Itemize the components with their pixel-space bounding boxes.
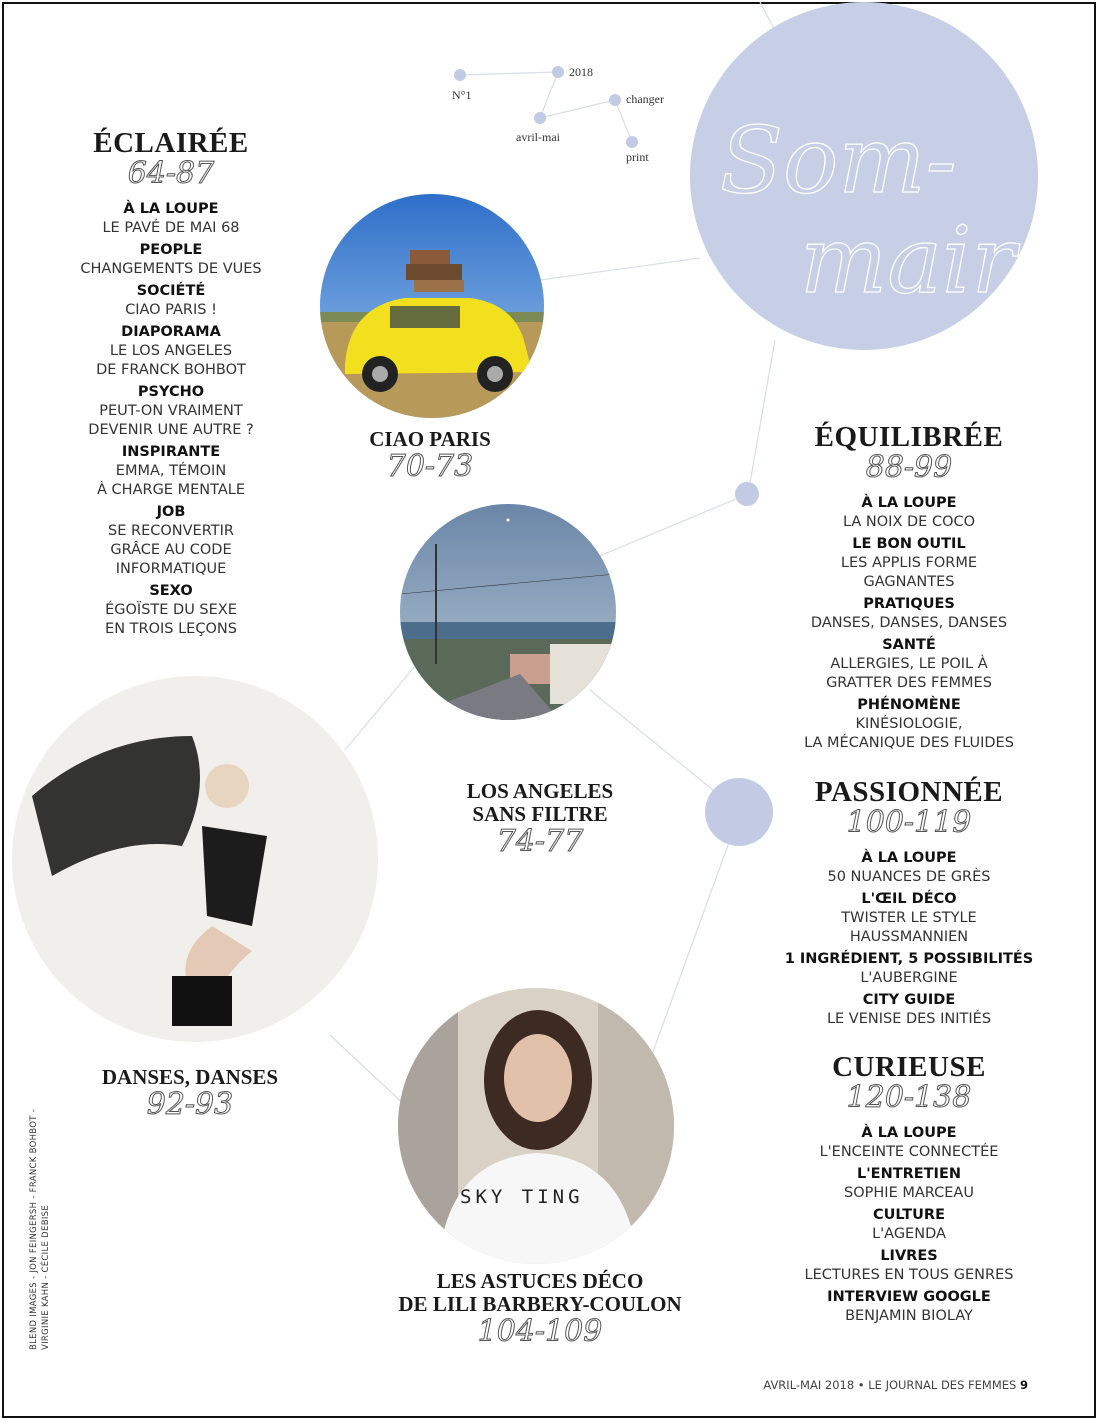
- feature-title: LES ASTUCES DÉCO: [436, 1269, 644, 1293]
- los-angeles-illustration: [400, 504, 616, 720]
- item-text: L'AGENDA: [872, 1225, 946, 1242]
- item-heading: LE BON OUTIL: [852, 535, 966, 552]
- feature-title: LOS ANGELES: [466, 779, 614, 803]
- tag-change: changer: [626, 92, 664, 106]
- item-text: DEVENIR UNE AUTRE ?: [88, 421, 254, 438]
- section-pages: 64-87: [127, 156, 215, 192]
- dot-issue: [534, 112, 546, 124]
- item-heading: CULTURE: [873, 1206, 945, 1223]
- feature-los-angeles: [420, 780, 660, 858]
- feature-danses: [70, 1066, 310, 1121]
- feature-pages: 104-109: [477, 1314, 603, 1349]
- feature-pages: 74-77: [496, 824, 584, 859]
- item-text: ALLERGIES, LE POIL À: [830, 655, 988, 672]
- item-text: GAGNANTES: [863, 573, 955, 590]
- credits-line-1: BLEND IMAGES - JON FEINGERSH - FRANCK BOHBOT -: [29, 1108, 39, 1350]
- item-text: LE VENISE DES INITIÉS: [826, 1010, 992, 1027]
- item-text: GRÂCE AU CODE: [110, 541, 232, 558]
- item-heading: SOCIÉTÉ: [136, 282, 206, 299]
- item-heading: À LA LOUPE: [861, 1124, 957, 1141]
- item-text: LA NOIX DE COCO: [842, 513, 976, 530]
- item-heading: SEXO: [149, 582, 193, 599]
- item-heading: CITY GUIDE: [862, 991, 956, 1008]
- item-text: DE FRANCK BOHBOT: [96, 361, 246, 378]
- dot-change: [609, 94, 621, 106]
- item-text: CIAO PARIS !: [125, 301, 217, 318]
- item-text: EMMA, TÉMOIN: [115, 462, 227, 479]
- item-text: KINÉSIOLOGIE,: [855, 715, 963, 732]
- section-title: PASSIONNÉE: [814, 776, 1004, 808]
- tag-issue-number: N°1: [452, 88, 472, 102]
- item-text: LES APPLIS FORME: [840, 554, 978, 571]
- section-pages: 120-138: [846, 1080, 972, 1116]
- footer-text: AVRIL-MAI 2018 • LE JOURNAL DES FEMMES: [763, 1378, 1017, 1392]
- page-footer: [763, 1378, 1028, 1392]
- item-heading: INSPIRANTE: [121, 443, 221, 460]
- feature-title: DANSES, DANSES: [101, 1065, 279, 1089]
- tag-issue: avril-mai: [516, 130, 560, 144]
- item-text: PEUT-ON VRAIMENT: [99, 402, 243, 419]
- photo-credits: [28, 1030, 56, 1350]
- item-heading: À LA LOUPE: [861, 494, 957, 511]
- dot-equilibree: [735, 482, 759, 506]
- section-title: CURIEUSE: [832, 1051, 986, 1083]
- item-heading: L'ŒIL DÉCO: [861, 890, 957, 907]
- item-text: L'ENCEINTE CONNECTÉE: [819, 1143, 999, 1160]
- item-text: SE RECONVERTIR: [108, 522, 234, 539]
- section-pages: 88-99: [865, 450, 953, 486]
- item-text: GRATTER DES FEMMES: [826, 674, 992, 691]
- section-title: ÉCLAIRÉE: [93, 127, 249, 159]
- feature-pages: 92-93: [146, 1087, 234, 1122]
- item-text: LECTURES EN TOUS GENRES: [804, 1266, 1014, 1283]
- section-passionnee: [780, 777, 1038, 1029]
- dancer-illustration: [12, 676, 378, 1042]
- section-curieuse: [780, 1052, 1038, 1326]
- feature-title: DE LILI BARBERY-COULON: [398, 1292, 682, 1316]
- item-heading: PSYCHO: [137, 383, 205, 400]
- item-text: DANSES, DANSES, DANSES: [810, 614, 1008, 631]
- feature-title: CIAO PARIS: [369, 427, 491, 451]
- dot-passionnee: [705, 778, 773, 846]
- page-number: 9: [1019, 1378, 1028, 1392]
- photo-danses: [12, 676, 378, 1042]
- item-text: À CHARGE MENTALE: [97, 481, 245, 498]
- item-heading: À LA LOUPE: [123, 200, 219, 217]
- item-text: L'AUBERGINE: [860, 969, 958, 986]
- item-heading: INTERVIEW GOOGLE: [827, 1288, 991, 1305]
- feature-pages: 70-73: [386, 449, 474, 484]
- feature-ciao-paris: [330, 428, 530, 483]
- item-text: EN TROIS LEÇONS: [105, 620, 237, 637]
- photo-ciao-paris: [320, 194, 544, 418]
- item-text: CHANGEMENTS DE VUES: [80, 260, 262, 277]
- feature-lili: [370, 1270, 710, 1348]
- tshirt-text: SKY TING: [460, 1186, 584, 1208]
- item-text: INFORMATIQUE: [115, 560, 227, 577]
- item-heading: JOB: [156, 503, 186, 520]
- credits-line-2: VIRGINIE KAHN - CÉCILE DEBISE: [41, 1205, 51, 1350]
- photo-lili: [398, 988, 674, 1264]
- item-heading: DIAPORAMA: [121, 323, 221, 340]
- dot-year: [552, 66, 564, 78]
- section-equilibree: [780, 422, 1038, 753]
- item-heading: L'ENTRETIEN: [856, 1165, 961, 1182]
- item-text: TWISTER LE STYLE: [841, 909, 977, 926]
- section-eclairee: [60, 128, 282, 639]
- item-heading: PHÉNOMÈNE: [857, 696, 961, 713]
- photo-los-angeles: [400, 504, 616, 720]
- item-text: 50 NUANCES DE GRÈS: [827, 868, 991, 885]
- item-text: SOPHIE MARCEAU: [844, 1184, 974, 1201]
- item-text: BENJAMIN BIOLAY: [845, 1307, 973, 1324]
- sommaire-line-2: maire: [800, 207, 1070, 314]
- item-text: LE LOS ANGELES: [109, 342, 233, 359]
- item-text: ÉGOÏSTE DU SEXE: [105, 601, 237, 618]
- item-heading: SANTÉ: [882, 636, 936, 653]
- section-pages: 100-119: [846, 805, 972, 841]
- dot-no: [454, 69, 466, 81]
- item-heading: LIVRES: [880, 1247, 938, 1264]
- feature-title: SANS FILTRE: [472, 802, 608, 826]
- item-heading: PEOPLE: [139, 241, 203, 258]
- tag-year: 2018: [569, 65, 593, 79]
- item-heading: PRATIQUES: [863, 595, 955, 612]
- yellow-car-illustration: [320, 194, 544, 418]
- item-heading: 1 INGRÉDIENT, 5 POSSIBILITÉS: [784, 950, 1034, 967]
- item-text: LE PAVÉ DE MAI 68: [102, 219, 240, 236]
- dot-print: [626, 136, 638, 148]
- item-text: HAUSSMANNIEN: [849, 928, 969, 945]
- section-title: ÉQUILIBRÉE: [814, 421, 1004, 453]
- item-text: LA MÉCANIQUE DES FLUIDES: [804, 734, 1014, 751]
- sommaire-line-1: Som-: [720, 107, 957, 214]
- tag-print: print: [626, 150, 649, 164]
- portrait-illustration: [398, 988, 674, 1264]
- item-heading: À LA LOUPE: [861, 849, 957, 866]
